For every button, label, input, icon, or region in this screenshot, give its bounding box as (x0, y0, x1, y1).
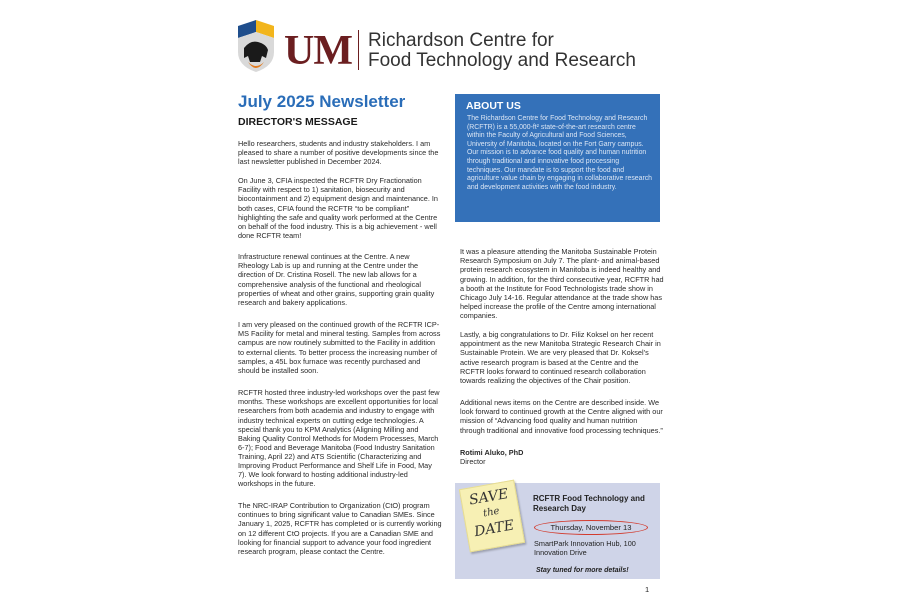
save-the-date-note (459, 480, 525, 553)
centre-name (368, 31, 636, 71)
about-us-box (455, 94, 660, 222)
event-date-circled (534, 520, 648, 535)
right-paragraph-3: Additional news items on the Centre are described inside. We look forward to continued growth at the Centre aligned with our mission of “Advancing food quality and human nutrition through traditional and innovative food processing techniques.” (460, 398, 663, 435)
newsletter-title: July 2025 Newsletter (238, 92, 406, 111)
signature-title: Director (460, 457, 486, 467)
directors-message-heading: DIRECTOR'S MESSAGE (238, 116, 358, 128)
note-date: DATE (473, 517, 516, 541)
left-paragraph-2: On June 3, CFIA inspected the RCFTR Dry Fractionation Facility with respect to 1) sanitation, biosecurity and biocontainment and 2) equipment design and maintenance. In both cases, CFIA found the RCFTR “to be compliant” highlighting the safe and quality work performed at the Centre on behalf of the food industry. This is a big achievement - well done RCFTR team! (238, 176, 438, 240)
right-paragraph-2: Lastly, a big congratulations to Dr. Filiz Koksel on her recent appointment as the new Manitoba Strategic Research Chair in Sustainable Protein. We are very pleased that Dr. Koksel’s active research program is based at the Centre and the RCFTR looks forward to continued research collaboration towards realizing the objectives of the Chair position. (460, 330, 661, 385)
left-paragraph-1: Hello researchers, students and industry stakeholders. I am pleased to share a number of positive developments since the last newsletter published in December 2024. (238, 139, 439, 167)
event-location: SmartPark Innovation Hub, 100 Innovation Drive (534, 539, 636, 557)
event-tagline: Stay tuned for more details! (536, 567, 629, 574)
um-logo: UM (284, 28, 352, 74)
left-paragraph-3: Infrastructure renewal continues at the Centre. A new Rheology Lab is up and running at the Centre under the direction of Dr. Cristina Rosell. The new lab allows for a comprehensive analysis of the functional and rheological properties of wheat and other grains, supporting grain quality research and bakery applications. (238, 252, 435, 307)
about-us-heading: ABOUT US (466, 100, 521, 112)
logo-divider (358, 30, 359, 70)
note-save: SAVE (467, 485, 510, 509)
centre-name-line1: Richardson Centre for (368, 30, 554, 51)
left-paragraph-6: The NRC-IRAP Contribution to Organization (CtO) program continues to bring significant value to Canadian SMEs. Since January 1, 2025, RCFTR has completed or is currently working on 12 different CtO projects. If you are a Canadian SME and looking for financial support to advance your food ingredient research program, please contact the Centre. (238, 501, 442, 556)
university-crest-icon (236, 18, 276, 72)
right-paragraph-1: It was a pleasure attending the Manitoba Sustainable Protein Research Symposium on July 7. The plant- and animal-based protein research ecosystem in Manitoba is indeed healthy and growing. In addition, for the third consecutive year, RCFTR had a booth at the Institute for Food Technologists trade show in Chicago July 14-16. Regular attendance at the trade show has helped increase the profile of the Centre among international companies. (460, 247, 664, 320)
signature (460, 448, 664, 466)
note-the: the (482, 505, 501, 520)
event-date: Thursday, November 13 (550, 523, 632, 532)
about-us-text: The Richardson Centre for Food Technology and Research (RCFTR) is a 55,000-ft² state-of-the-art research centre within the Faculty of Agricultural and Food Sciences, University of Manitoba, located on the Fort Garry campus. Our mission is to advance food quality and human nutrition through traditional and innovative food processing techniques. Our mandate is to support the food and agriculture value chain by engaging in collaborative research and development activities with the food industry. (467, 115, 653, 191)
centre-name-line2: Food Technology and Research (368, 50, 636, 71)
event-title: RCFTR Food Technology and Research Day (533, 494, 645, 513)
signature-name: Rotimi Aluko, PhD (460, 448, 524, 457)
left-paragraph-4: I am very pleased on the continued growth of the RCFTR ICP-MS Facility for metal and mineral testing. Samples from across campus are now routinely submitted to the Facility in addition to external clients. To better process the increasing number of samples, a 45L box furnace was recently purchased and should be installed soon. (238, 320, 441, 375)
left-paragraph-5: RCFTR hosted three industry-led workshops over the past few months. These workshops are excellent opportunities for local researchers from both academia and industry to engage with industry technical experts on cutting edge technologies. A special thank you to KPM Analytics (Aligning Milling and Baking Quality Control Methods for Modern Processes, March 6-7); Food and Beverage Manitoba (Food Industry Sanitation Training, April 22) and ATS Scientific (Characterizing and Improving Product Performance and Shelf Life in Food, May 7). We look forward to hosting additional industry-led workshops in the future. (238, 388, 440, 489)
page-number: 1 (645, 585, 650, 594)
